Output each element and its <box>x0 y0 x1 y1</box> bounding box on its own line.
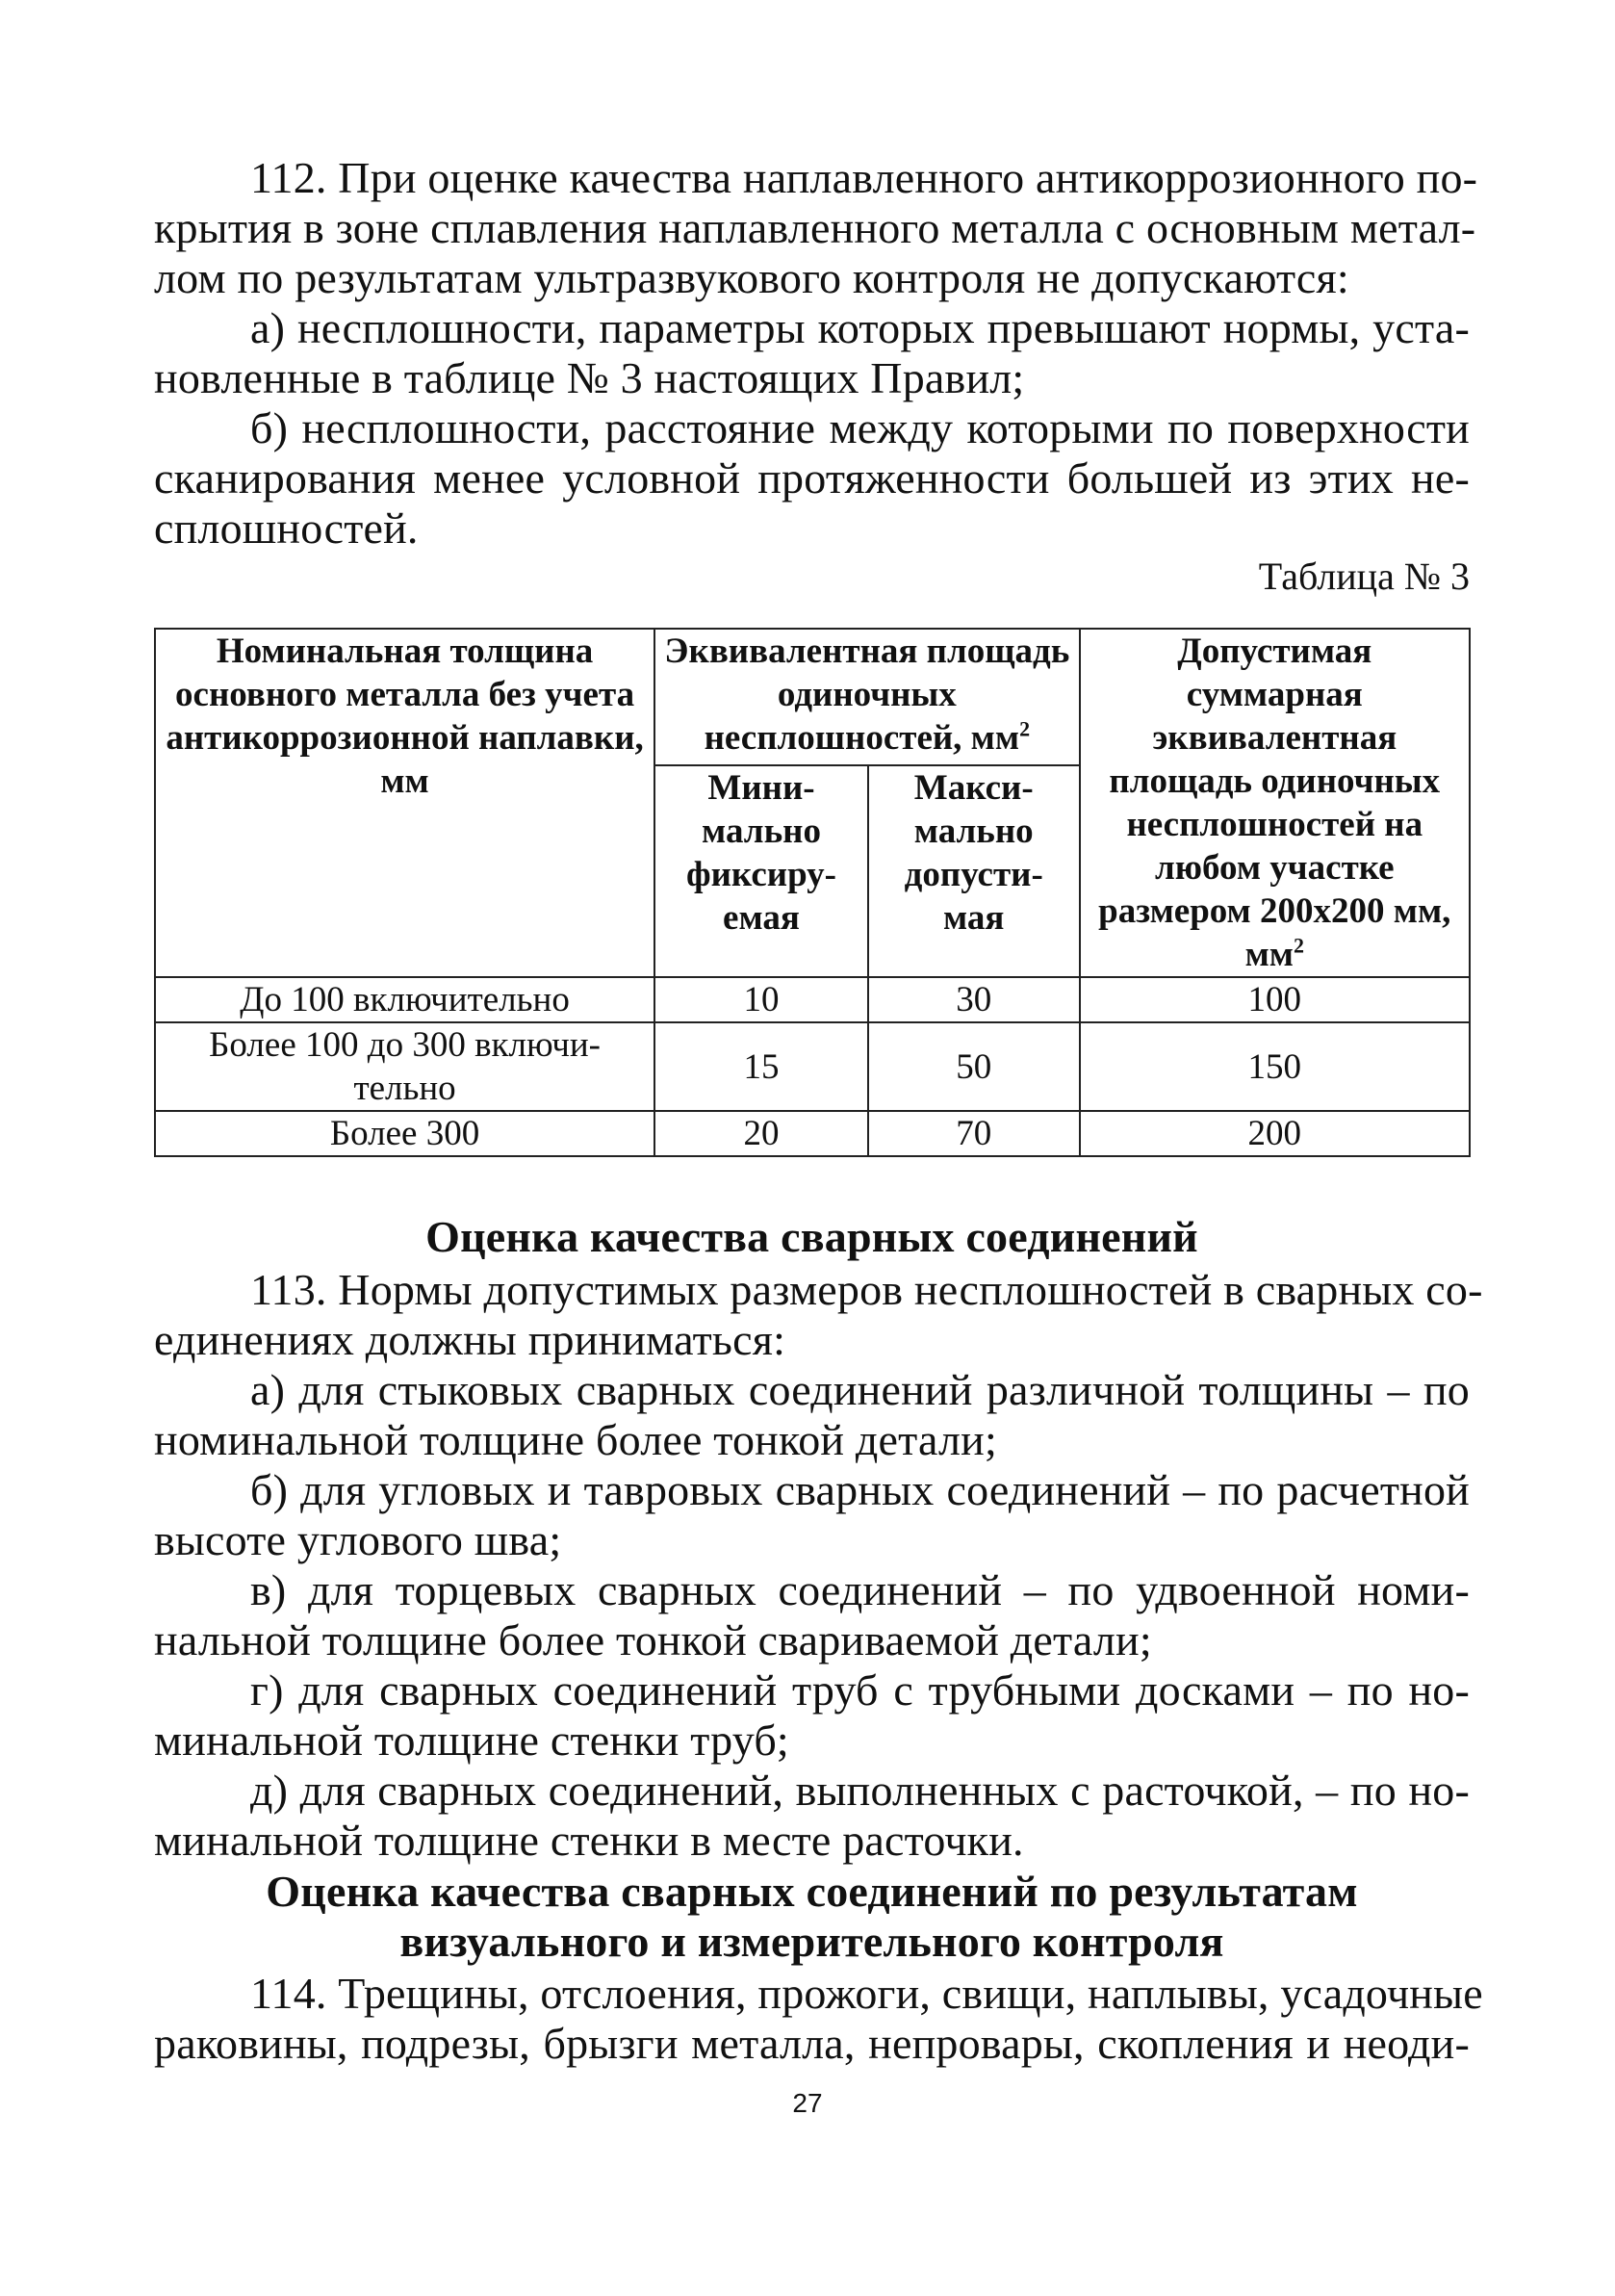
header-max: Макси- мально допусти- мая <box>868 765 1080 977</box>
text-line: 113. Нормы допустимых размеров несплошностей в сварных со- <box>250 1265 1483 1314</box>
cell-thickness: Более 100 до 300 включи- тельно <box>155 1022 654 1111</box>
text-line: крытия в зоне сплавления наплавленного металла с основным метал- <box>154 203 1476 252</box>
cell-total: 100 <box>1080 977 1470 1022</box>
cell-total: 150 <box>1080 1022 1470 1111</box>
text-line: сплошностей. <box>154 503 419 553</box>
header-equivalent-area <box>654 629 1079 765</box>
cell-max: 70 <box>868 1111 1080 1156</box>
text-line: а) несплошности, параметры которых превышают нормы, уста- <box>250 303 1470 352</box>
text-line: сканирования менее условной протяженности большей из этих не- <box>154 453 1470 503</box>
text-line: 114. Трещины, отслоения, прожоги, свищи, наплывы, усадочные <box>250 1969 1483 2018</box>
text-line: а) для стыковых сварных соединений различной толщины – по <box>250 1365 1470 1414</box>
table-row <box>155 977 1470 1022</box>
text-line: д) для сварных соединений, выполненных с расточкой, – по но- <box>250 1766 1470 1815</box>
text-line: 112. При оценке качества наплавленного антикоррозионного по- <box>250 153 1478 202</box>
cell-max: 30 <box>868 977 1080 1022</box>
heading-line: Оценка качества сварных соединений по результатам <box>266 1867 1358 1916</box>
table-3 <box>154 628 1471 1157</box>
table-row <box>155 1022 1470 1111</box>
text-line: единениях должны приниматься: <box>154 1315 786 1364</box>
unit-superscript: 2 <box>1019 716 1031 741</box>
cell-total: 200 <box>1080 1111 1470 1156</box>
text-line: минальной толщине стенки в месте расточки. <box>154 1816 1024 1865</box>
unit-superscript: 2 <box>1293 933 1304 958</box>
cell-thickness: Более 300 <box>155 1111 654 1156</box>
header-total-area <box>1080 629 1470 977</box>
cell-min: 20 <box>654 1111 868 1156</box>
text-line: г) для сварных соединений труб с трубными досками – по но- <box>250 1665 1470 1715</box>
table-row <box>155 1111 1470 1156</box>
text-line: лом по результатам ультразвукового контроля не допускаются: <box>154 253 1349 302</box>
header-equivalent-area-label: Эквивалентная площадь одиночных несплошностей, мм <box>664 632 1070 758</box>
cell-min: 10 <box>654 977 868 1022</box>
text-line: в) для торцевых сварных соединений – по удвоенной номи- <box>250 1565 1470 1614</box>
text-line: б) для угловых и тавровых сварных соединений – по расчетной <box>250 1465 1470 1514</box>
heading-line: визуального и измерительного контроля <box>399 1917 1224 1966</box>
text-line: минальной толщине стенки труб; <box>154 1716 789 1765</box>
cell-thickness: До 100 включительно <box>155 977 654 1022</box>
text-line: номинальной толщине более тонкой детали; <box>154 1415 997 1464</box>
header-total-area-label: Допустимая суммарная эквивалентная площадь одиночных несплошностей на любом участке размером 200х200 мм, мм <box>1098 632 1451 974</box>
text-line: нальной толщине более тонкой свариваемой детали; <box>154 1615 1152 1664</box>
cell-min: 15 <box>654 1022 868 1111</box>
table-caption: Таблица № 3 <box>1258 555 1470 598</box>
text-line: высоте углового шва; <box>154 1515 562 1564</box>
text-line: б) несплошности, расстояние между которыми по поверхности <box>250 403 1470 452</box>
header-min: Мини- мально фиксиру- емая <box>654 765 868 977</box>
text-line: раковины, подрезы, брызги металла, непровары, скопления и неоди- <box>154 2019 1470 2068</box>
text-line: новленные в таблице № 3 настоящих Правил; <box>154 353 1025 402</box>
cell-max: 50 <box>868 1022 1080 1111</box>
section-heading: Оценка качества сварных соединений <box>425 1212 1198 1261</box>
header-thickness: Номинальная толщина основного металла без учета антикоррозионной наплавки, мм <box>155 629 654 977</box>
page-number: 27 <box>792 2088 823 2118</box>
